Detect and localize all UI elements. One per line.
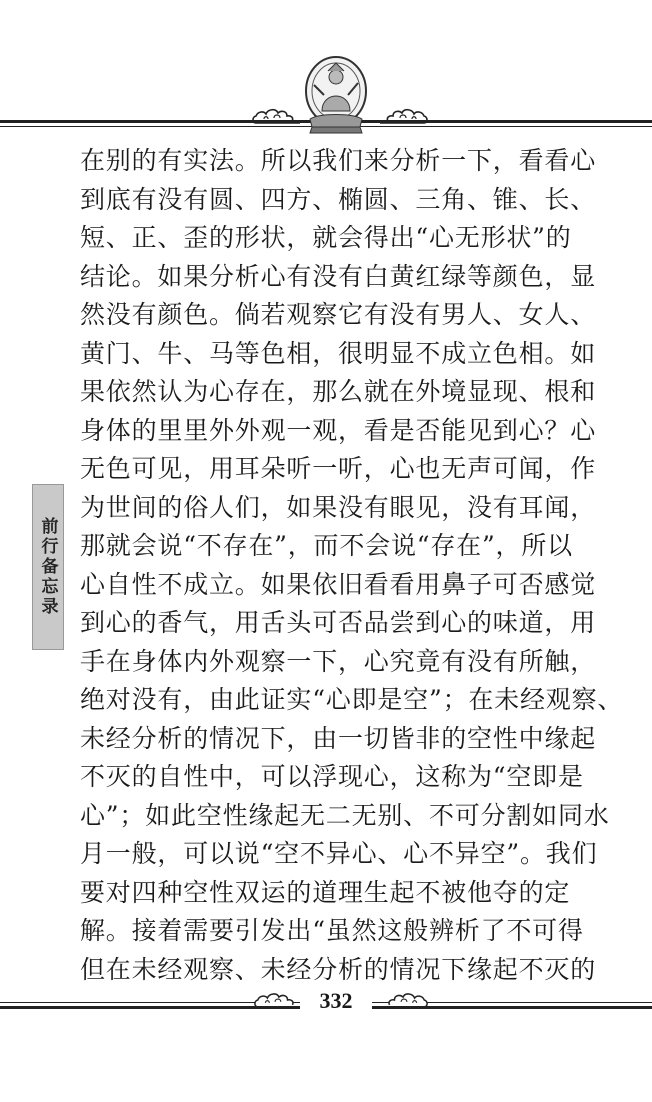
text-line: 在别的有实法。所以我们来分析一下，看看心: [80, 146, 597, 175]
page-number: 332: [300, 988, 372, 1014]
text-line: 绝对没有，由此证实“心即是空”；在未经观察、: [80, 685, 624, 714]
text-line: 到底有没有圆、四方、椭圆、三角、锥、长、: [80, 184, 597, 214]
text-line: 那就会说“不存在”，而不会说“存在”，所以: [80, 531, 573, 560]
text-line: 手在身体内外观察一下，心究竟有没有所触，: [80, 646, 597, 676]
text-line: 但在未经观察、未经分析的情况下缘起不灭的: [80, 954, 597, 984]
cloud-ornament-icon: [380, 989, 430, 1011]
text-line: 心”；如此空性缘起无二无别、不可分割如同水: [80, 800, 610, 830]
text-line: 然没有颜色。倘若观察它有没有男人、女人、: [80, 300, 597, 329]
text-line: 到心的香气，用舌头可否品尝到心的味道，用: [80, 608, 597, 637]
text-line: 黄门、牛、马等色相，很明显不成立色相。如: [80, 338, 597, 368]
text-line: 无色可见，用耳朵听一听，心也无声可闻，作: [80, 454, 597, 483]
side-tab: [32, 484, 64, 650]
text-line: 心自性不成立。如果依旧看看用鼻子可否感觉: [80, 569, 597, 599]
text-line: 为世间的俗人们，如果没有眼见，没有耳闻，: [80, 492, 597, 522]
cloud-ornament-icon: [252, 989, 302, 1011]
deity-emblem-icon: [300, 55, 372, 135]
cloud-ornament-icon: [250, 105, 302, 127]
text-line: 结论。如果分析心有没有白黄红绿等颜色，显: [80, 261, 597, 291]
text-line: 未经分析的情况下，由一切皆非的空性中缘起: [80, 723, 597, 753]
text-line: 身体的里里外外观一观，看是否能见到心？心: [80, 415, 597, 445]
text-line: 要对四种空性双运的道理生起不被他夺的定: [80, 877, 571, 907]
text-line: 果依然认为心存在，那么就在外境显现、根和: [80, 377, 597, 406]
text-line: 不灭的自性中，可以浮现心，这称为“空即是: [80, 762, 584, 791]
text-line: 解。接着需要引发出“虽然这般辨析了不可得: [80, 916, 584, 945]
text-line: 月一般，可以说“空不异心、心不异空”。我们: [80, 839, 598, 868]
side-tab-label: 前行备忘录: [37, 517, 58, 617]
cloud-ornament-icon: [378, 105, 430, 127]
text-line: 短、正、歪的形状，就会得出“心无形状”的: [80, 223, 572, 252]
body-text: [80, 142, 624, 989]
